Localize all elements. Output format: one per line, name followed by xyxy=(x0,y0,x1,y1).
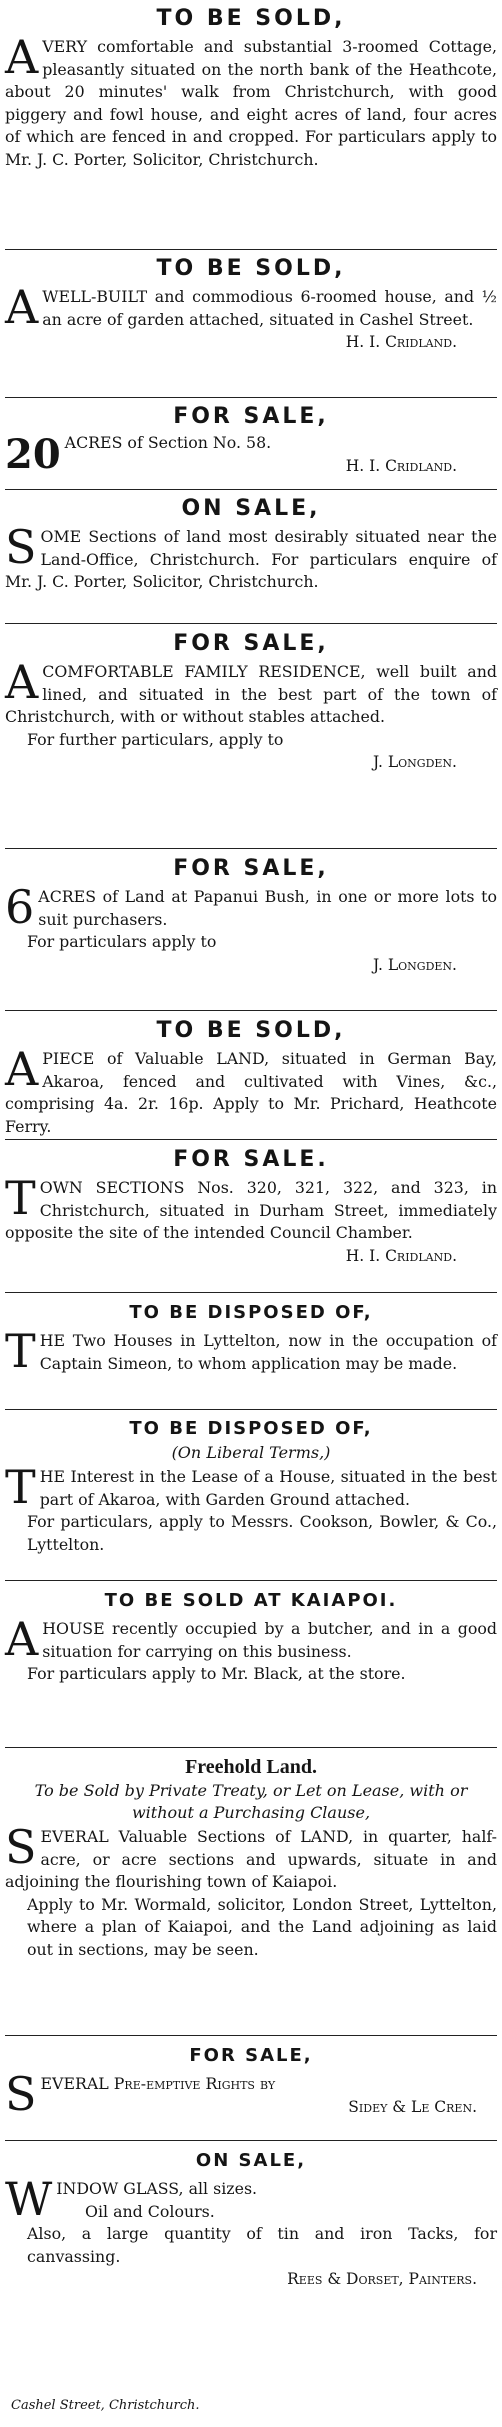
drop-cap: A xyxy=(5,1042,39,1096)
ad-body xyxy=(5,30,497,171)
ad-two-houses-lyttelton xyxy=(5,1300,497,1378)
ad-german-bay xyxy=(5,1018,497,1138)
ad-signature: H. I. Cridland. xyxy=(345,1246,457,1265)
ad-heading: FOR SALE, xyxy=(173,404,329,429)
ad-signature: H. I. Cridland. xyxy=(345,456,457,475)
ad-house-cashel xyxy=(5,256,497,353)
ad-body xyxy=(5,1042,497,1138)
drop-cap: A xyxy=(5,655,39,709)
ad-extra: For particulars apply to xyxy=(27,932,217,951)
drop-cap: A xyxy=(5,30,39,84)
drop-cap: T xyxy=(5,1324,36,1378)
ad-extra: For particulars, apply to Messrs. Cookson, Bowler, & Co., Lyttelton. xyxy=(27,1512,497,1554)
ad-extra: Apply to Mr. Wormald, solicitor, London Street, Lyttelton, where a plan of Kaiapoi, and the Land adjoining as laid out in sections, may be seen. xyxy=(27,1894,497,1959)
ad-body xyxy=(5,1171,497,1245)
ad-extra: For particulars apply to Mr. Black, at the store. xyxy=(27,1664,406,1683)
ad-text: WELL-BUILT and commodious 6-roomed house, and ½ an acre of garden attached, situated in Cashel Street. xyxy=(42,287,497,329)
ad-body xyxy=(5,280,497,334)
ad-heading: Freehold Land. xyxy=(185,1756,317,1778)
ad-body xyxy=(5,2067,497,2121)
divider xyxy=(5,1139,497,1140)
ad-body xyxy=(5,2172,497,2268)
ad-body xyxy=(5,1820,497,1961)
ad-text: COMFORTABLE FAMILY RESIDENCE, well built and lined, and situated in the best part of the town of Christchurch, with or without stables attached. xyxy=(5,662,497,726)
ad-heading: TO BE SOLD, xyxy=(156,6,346,31)
ad-subheading: (On Liberal Terms,) xyxy=(171,1443,331,1462)
ad-family-residence xyxy=(5,631,497,773)
ad-20-acres xyxy=(5,404,497,477)
ad-body xyxy=(5,520,497,594)
ad-subheading: To be Sold by Private Treaty, or Let on Lease, with or without a Purchasing Clause, xyxy=(34,1781,468,1822)
drop-cap: T xyxy=(5,1171,36,1225)
divider xyxy=(5,397,497,398)
ad-heading: ON SALE, xyxy=(181,496,321,521)
ad-body xyxy=(5,880,497,954)
ad-heading: FOR SALE. xyxy=(173,1147,329,1172)
ad-body xyxy=(5,1460,497,1556)
drop-cap: A xyxy=(5,1612,39,1666)
ad-text: HE Two Houses in Lyttelton, now in the occupation of Captain Simeon, to whom application may be made. xyxy=(39,1331,497,1373)
drop-cap: S xyxy=(5,2067,37,2121)
ad-text: VERY comfortable and substantial 3-roomed Cottage, pleasantly situated on the north bank of the Heathcote, about 20 minutes' walk from Christchurch, with good piggery and fowl house, and eight acres of land, four acres of which are fenced in and cropped. For particulars apply to Mr. J. C. Porter, Solicitor, Christchurch. xyxy=(5,37,497,169)
ad-body xyxy=(5,432,497,477)
ad-freehold-land xyxy=(5,1754,497,1961)
divider xyxy=(5,1409,497,1410)
ad-heading: FOR SALE, xyxy=(189,2045,313,2066)
ad-pre-emptive-rights xyxy=(5,2043,497,2121)
divider xyxy=(5,2035,497,2036)
ad-window-glass xyxy=(5,2148,497,2290)
drop-cap: 6 xyxy=(5,880,35,934)
drop-cap: 20 xyxy=(5,431,61,478)
ad-body xyxy=(5,1324,497,1378)
divider xyxy=(5,249,497,250)
ad-signature: J. Longden. xyxy=(373,955,457,974)
ad-heading: TO BE SOLD, xyxy=(156,1018,346,1043)
ad-town-sections xyxy=(5,1147,497,1267)
ad-heading: FOR SALE, xyxy=(173,631,329,656)
ad-heading: TO BE SOLD, xyxy=(156,256,346,281)
ad-text: INDOW GLASS, all sizes. xyxy=(56,2179,258,2198)
newspaper-column xyxy=(5,0,497,2427)
ad-heading: TO BE SOLD AT KAIAPOI. xyxy=(104,1590,398,1611)
ad-text: OWN SECTIONS Nos. 320, 321, 322, and 323, in Christchurch, situated in Durham Street, immediately opposite the site of the intended Council Chamber. xyxy=(5,1178,497,1242)
ad-signature: H. I. Cridland. xyxy=(345,333,457,351)
ad-cottage xyxy=(5,6,497,171)
ad-heading: FOR SALE, xyxy=(173,856,329,881)
divider xyxy=(5,1010,497,1011)
ad-heading: ON SALE, xyxy=(195,2150,307,2171)
ad-sections-land-office xyxy=(5,496,497,594)
ad-signature: J. Longden. xyxy=(373,753,457,771)
divider xyxy=(5,1292,497,1293)
ad-text: ACRES of Land at Papanui Bush, in one or more lots to suit purchasers. xyxy=(38,887,497,929)
ad-text: EVERAL Valuable Sections of LAND, in quarter, half-acre, or acre sections and upwards, situate in and adjoining the flourishing town of Kaiapoi. xyxy=(5,1827,497,1891)
ad-heading: TO BE DISPOSED OF, xyxy=(129,1418,373,1439)
ad-line2: Oil and Colours. xyxy=(85,2201,215,2221)
divider xyxy=(5,1747,497,1748)
drop-cap: A xyxy=(5,280,39,334)
divider xyxy=(5,2140,497,2141)
divider xyxy=(5,848,497,849)
ad-text: ACRES of Section No. 58. xyxy=(64,433,272,452)
ad-papanui-bush xyxy=(5,856,497,976)
ad-signature: Sidey & Le Cren. xyxy=(348,2097,477,2116)
ad-lease-akaroa xyxy=(5,1416,497,1556)
ad-text: EVERAL Pre-emptive Rights by xyxy=(40,2074,276,2093)
divider xyxy=(5,489,497,490)
ad-kaiapoi-house xyxy=(5,1588,497,1686)
ad-text: PIECE of Valuable LAND, situated in German Bay, Akaroa, fenced and cultivated with Vines, &c., comprising 4a. 2r. 16p. Apply to Mr. Prichard, Heathcote Ferry. xyxy=(5,1049,497,1136)
ad-heading: TO BE DISPOSED OF, xyxy=(129,1302,373,1323)
drop-cap: T xyxy=(5,1460,36,1514)
ad-extra: Also, a large quantity of tin and iron Tacks, for canvassing. xyxy=(27,2224,497,2266)
drop-cap: W xyxy=(5,2172,53,2226)
ad-signature: Rees & Dorset, Painters. xyxy=(287,2270,477,2288)
divider xyxy=(5,1580,497,1581)
divider xyxy=(5,623,497,624)
drop-cap: S xyxy=(5,1820,37,1874)
ad-text: HOUSE recently occupied by a butcher, and in a good situation for carrying on this business. xyxy=(42,1619,497,1661)
footer-address: Cashel Street, Christchurch. xyxy=(11,2398,200,2413)
ad-extra: For further particulars, apply to xyxy=(27,729,284,749)
ad-text: OME Sections of land most desirably situated near the Land-Office, Christchurch. For particulars enquire of Mr. J. C. Porter, Solicitor, Christchurch. xyxy=(5,527,497,591)
drop-cap: S xyxy=(5,520,37,574)
ad-body xyxy=(5,1612,497,1686)
ad-text: HE Interest in the Lease of a House, situated in the best part of Akaroa, with Garden Ground attached. xyxy=(39,1467,497,1509)
ad-body xyxy=(5,655,497,751)
